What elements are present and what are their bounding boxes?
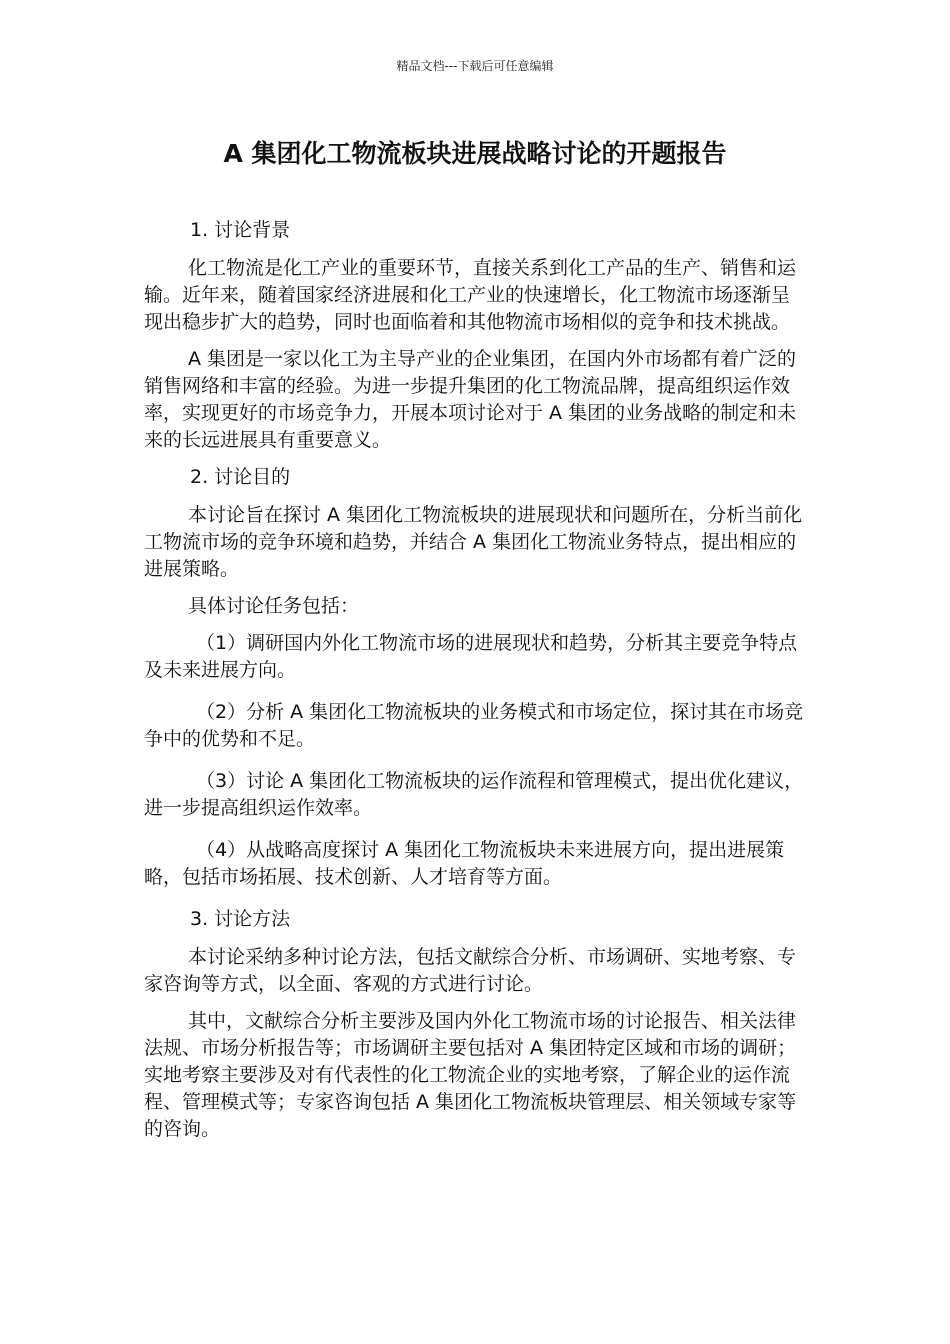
- paragraph: A 集团是一家以化工为主导产业的企业集团，在国内外市场都有着广泛的销售网络和丰富的经验。为进一步提升集团的化工物流品牌，提高组织运作效率，实现更好的市场竞争力，开展本项讨论对于 A 集团的业务战略的制定和未来的长远进展具有重要意义。: [144, 348, 797, 451]
- page-header: 精品文档---下载后可任意编辑: [396, 59, 554, 73]
- paragraph: 化工物流是化工产业的重要环节，直接关系到化工产品的生产、销售和运输。近年来，随着国家经济进展和化工产业的快速增长，化工物流市场逐渐呈现出稳步扩大的趋势，同时也面临着和其他物流市场相似的竞争和技术挑战。: [144, 257, 797, 333]
- section-heading-background: 1. 讨论背景: [190, 219, 291, 241]
- section-heading-purpose: 2. 讨论目的: [190, 466, 291, 488]
- paragraph: 本讨论旨在探讨 A 集团化工物流板块的进展现状和问题所在，分析当前化工物流市场的竞争环境和趋势，并结合 A 集团化工物流业务特点，提出相应的进展策略。: [144, 504, 803, 580]
- document-body: [144, 217, 808, 1153]
- list-item: （4）从战略高度探讨 A 集团化工物流板块未来进展方向，提出进展策略，包括市场拓展、技术创新、人才培育等方面。: [144, 839, 785, 888]
- list-item: （1）调研国内外化工物流市场的进展现状和趋势，分析其主要竞争特点及未来进展方向。: [144, 632, 798, 681]
- section-heading-method: 3. 讨论方法: [190, 908, 291, 930]
- paragraph: 本讨论采纳多种讨论方法，包括文献综合分析、市场调研、实地考察、专家咨询等方式，以全面、客观的方式进行讨论。: [144, 946, 797, 995]
- paragraph: 其中，文献综合分析主要涉及国内外化工物流市场的讨论报告、相关法律法规、市场分析报告等；市场调研主要包括对 A 集团特定区域和市场的调研；实地考察主要涉及对有代表性的化工物流企业的实地考察，了解企业的运作流程、管理模式等；专家咨询包括 A 集团化工物流板块管理层、相关领域专家等的咨询。: [144, 1010, 797, 1140]
- paragraph: 具体讨论任务包括：: [188, 595, 360, 617]
- list-item: （3）讨论 A 集团化工物流板块的运作流程和管理模式，提出优化建议，进一步提高组织运作效率。: [144, 770, 804, 819]
- document-title: A 集团化工物流板块进展战略讨论的开题报告: [223, 139, 727, 168]
- list-item: （2）分析 A 集团化工物流板块的业务模式和市场定位，探讨其在市场竞争中的优势和不足。: [144, 701, 804, 750]
